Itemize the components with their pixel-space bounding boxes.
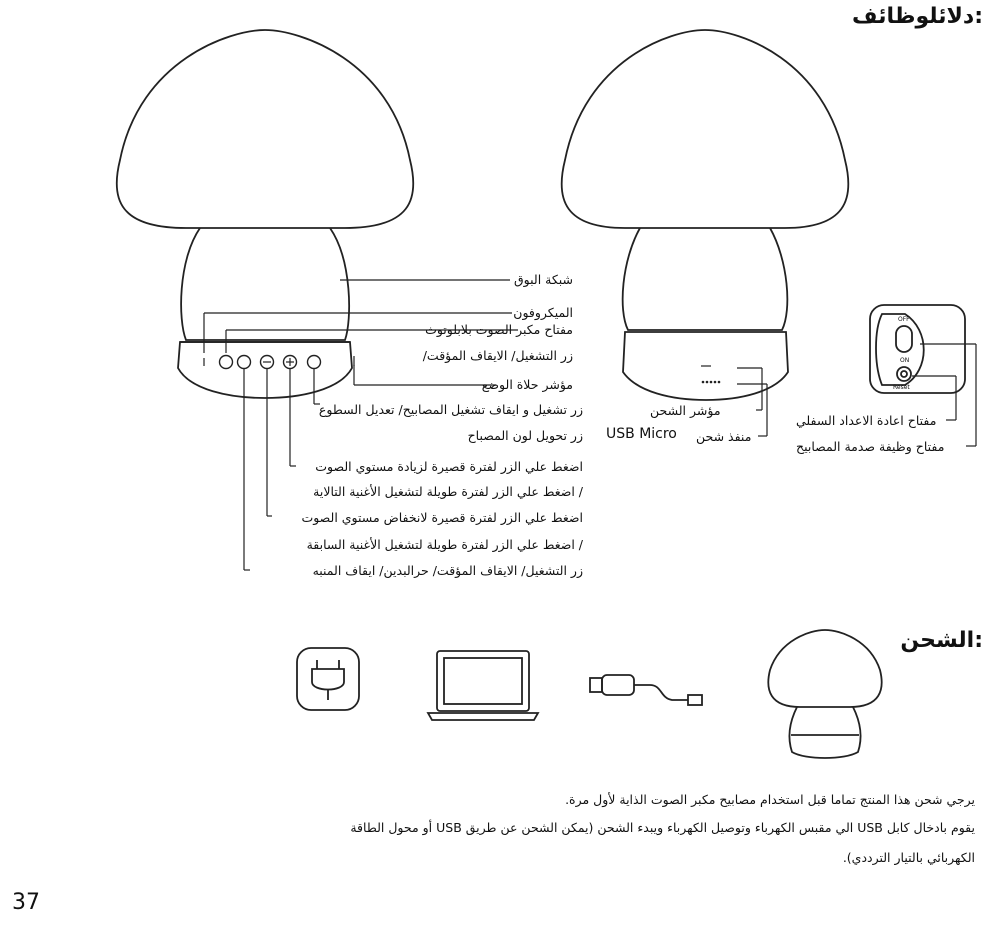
play-pause-button-icon <box>238 356 251 369</box>
laptop-figure <box>428 651 538 720</box>
bluetooth-button-icon <box>220 356 233 369</box>
label-usb-port: منفذ شحن <box>696 429 752 444</box>
label-main-button: زر التشغيل/ الايقاف المؤقت/ حرالبدين/ ايقاف المنبه <box>312 563 583 578</box>
color-button-icon <box>308 356 321 369</box>
back-lamp-figure <box>562 30 849 400</box>
label-volume-up: اضغط علي الزر لفترة قصيرة لزيادة مستوي الصوت <box>315 459 583 474</box>
functions-title: دلائلوظائف: <box>852 4 983 29</box>
switch-off-label: OFF <box>898 316 910 323</box>
label-volume-down: اضغط علي الزر لفترة قصيرة لانخفاض مستوي الصوت <box>301 510 583 525</box>
power-plug-figure <box>297 648 359 710</box>
label-play-pause: زر التشغيل/ الايقاف المؤقت/ <box>422 348 573 363</box>
label-prev-track: / اضغط علي الزر لفترة طويلة لتشغيل الأغنية السابقة <box>306 537 583 552</box>
usb-cable-figure <box>590 675 702 705</box>
label-speaker-grille: شبكة البوق <box>513 272 573 287</box>
small-lamp-figure <box>768 630 881 758</box>
front-lamp-figure <box>117 30 414 398</box>
charging-text-3: الكهربائي بالتيار الترددي). <box>842 850 975 865</box>
label-mode-indicator: مؤشر حلاة الوضع <box>481 377 573 392</box>
label-reset-switch: مفتاح اعادة الاعداد السفلي <box>796 413 937 428</box>
switch-reset-label: Reset <box>893 384 910 391</box>
label-lamp-switch: مفتاح وظيفة صدمة المصابيح <box>796 439 945 454</box>
charging-title: الشحن: <box>900 628 983 653</box>
charging-text-1: يرجي شحن هذا المنتج تماما قبل استخدام مصابيح مكبر الصوت الذاية لأول مرة. <box>565 792 975 807</box>
page-number: 37 <box>12 890 40 915</box>
charging-text-2: يقوم بادخال كابل USB الي مقبس الكهرباء وتوصيل الكهرباء ويبدء الشحن (يمكن الشحن عن طريق USB أو محول الطاقة <box>350 820 975 835</box>
label-lamp-button: زر تشغيل و ايقاف تشغيل المصابيح/ تعديل السطوع <box>318 402 583 417</box>
switch-on-label: ON <box>900 357 910 364</box>
label-charge-indicator: مؤشر الشحن <box>650 403 721 418</box>
label-next-track: / اضغط علي الزر لفترة طويلة لتشغيل الأغنية التالاية <box>313 484 583 499</box>
label-color-button: زر تحويل لون المصباح <box>467 428 583 443</box>
label-usb-port-en: USB Micro <box>606 426 677 442</box>
label-bluetooth-switch: مفتاح مكبر الصوت بلابلوتوث <box>425 322 573 337</box>
switch-panel <box>870 305 965 393</box>
label-microphone: الميكروفون <box>513 305 573 320</box>
